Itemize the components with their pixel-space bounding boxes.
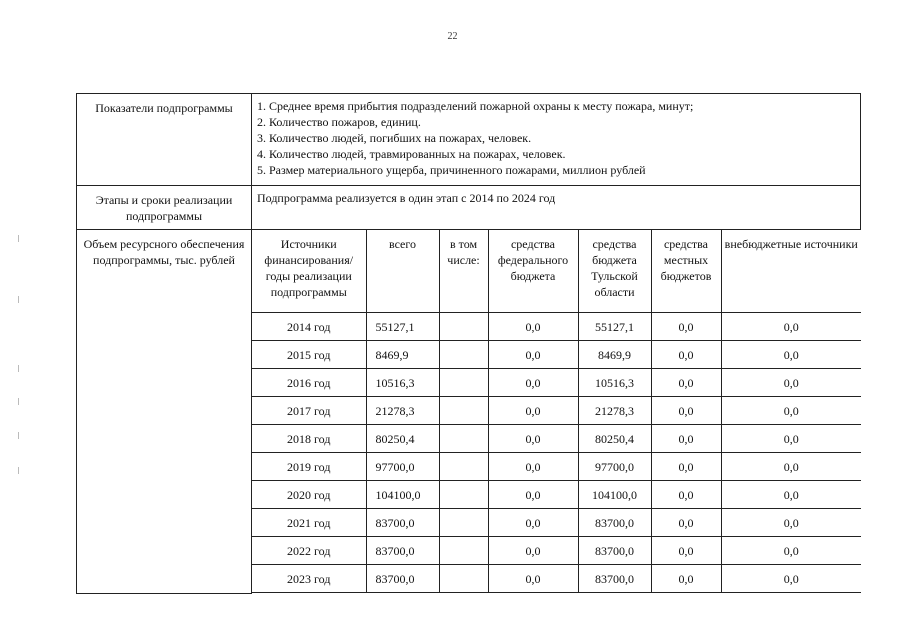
including-cell xyxy=(439,397,488,425)
federal-cell: 0,0 xyxy=(488,509,578,537)
total-cell: 10516,3 xyxy=(366,369,439,397)
total-cell: 97700,0 xyxy=(366,453,439,481)
stages-row xyxy=(77,186,861,230)
extra-cell: 0,0 xyxy=(721,313,861,341)
federal-cell: 0,0 xyxy=(488,369,578,397)
local-cell: 0,0 xyxy=(651,369,721,397)
margin-mark xyxy=(18,235,19,242)
local-cell: 0,0 xyxy=(651,425,721,453)
including-cell xyxy=(439,425,488,453)
including-cell xyxy=(439,509,488,537)
extra-cell: 0,0 xyxy=(721,425,861,453)
stages-label: Этапы и сроки реализации подпрограммы xyxy=(77,186,252,230)
header-total: всего xyxy=(366,230,439,313)
margin-mark xyxy=(18,467,19,474)
indicator-item: 5. Размер материального ущерба, причиненного пожарами, миллион рублей xyxy=(257,163,646,177)
total-cell: 104100,0 xyxy=(366,481,439,509)
year-cell: 2019 год xyxy=(252,453,366,481)
indicator-item: 1. Среднее время прибытия подразделений пожарной охраны к месту пожара, минут; xyxy=(257,99,694,113)
table-row xyxy=(252,369,861,397)
year-cell: 2015 год xyxy=(252,341,366,369)
year-cell: 2018 год xyxy=(252,425,366,453)
federal-cell: 0,0 xyxy=(488,565,578,593)
federal-cell: 0,0 xyxy=(488,313,578,341)
local-cell: 0,0 xyxy=(651,313,721,341)
federal-cell: 0,0 xyxy=(488,481,578,509)
stages-text: Подпрограмма реализуется в один этап с 2014 по 2024 год xyxy=(252,186,861,230)
extra-cell: 0,0 xyxy=(721,341,861,369)
total-cell: 83700,0 xyxy=(366,565,439,593)
year-cell: 2020 год xyxy=(252,481,366,509)
table-row xyxy=(252,537,861,565)
resources-table-cell xyxy=(252,230,861,594)
margin-mark xyxy=(18,296,19,303)
total-cell: 8469,9 xyxy=(366,341,439,369)
regional-cell: 83700,0 xyxy=(578,565,651,593)
year-cell: 2022 год xyxy=(252,537,366,565)
indicator-item: 4. Количество людей, травмированных на пожарах, человек. xyxy=(257,147,566,161)
extra-cell: 0,0 xyxy=(721,397,861,425)
local-cell: 0,0 xyxy=(651,341,721,369)
year-cell: 2014 год xyxy=(252,313,366,341)
total-cell: 55127,1 xyxy=(366,313,439,341)
indicator-item: 3. Количество людей, погибших на пожарах, человек. xyxy=(257,131,532,145)
including-cell xyxy=(439,453,488,481)
extra-cell: 0,0 xyxy=(721,369,861,397)
resources-label: Объем ресурсного обеспечения подпрограммы, тыс. рублей xyxy=(77,230,252,594)
year-cell: 2021 год xyxy=(252,509,366,537)
extra-cell: 0,0 xyxy=(721,453,861,481)
margin-mark xyxy=(18,432,19,439)
margin-mark xyxy=(18,398,19,405)
funding-table xyxy=(252,230,861,593)
federal-cell: 0,0 xyxy=(488,341,578,369)
extra-cell: 0,0 xyxy=(721,509,861,537)
header-federal: средства федерального бюджета xyxy=(488,230,578,313)
indicators-content xyxy=(252,94,861,186)
regional-cell: 83700,0 xyxy=(578,509,651,537)
including-cell xyxy=(439,369,488,397)
regional-cell: 8469,9 xyxy=(578,341,651,369)
local-cell: 0,0 xyxy=(651,565,721,593)
federal-cell: 0,0 xyxy=(488,537,578,565)
federal-cell: 0,0 xyxy=(488,397,578,425)
table-row xyxy=(252,397,861,425)
total-cell: 80250,4 xyxy=(366,425,439,453)
header-regional: средства бюджета Тульской области xyxy=(578,230,651,313)
including-cell xyxy=(439,481,488,509)
margin-mark xyxy=(18,365,19,372)
table-row xyxy=(252,425,861,453)
year-cell: 2016 год xyxy=(252,369,366,397)
including-cell xyxy=(439,537,488,565)
local-cell: 0,0 xyxy=(651,537,721,565)
including-cell xyxy=(439,313,488,341)
local-cell: 0,0 xyxy=(651,397,721,425)
year-cell: 2017 год xyxy=(252,397,366,425)
federal-cell: 0,0 xyxy=(488,453,578,481)
table-row xyxy=(252,453,861,481)
table-row xyxy=(252,565,861,593)
regional-cell: 55127,1 xyxy=(578,313,651,341)
table-row xyxy=(252,313,861,341)
extra-cell: 0,0 xyxy=(721,481,861,509)
header-extra: внебюджетные источники xyxy=(721,230,861,313)
total-cell: 83700,0 xyxy=(366,537,439,565)
indicators-row xyxy=(77,94,861,186)
extra-cell: 0,0 xyxy=(721,565,861,593)
header-including: в том числе: xyxy=(439,230,488,313)
regional-cell: 104100,0 xyxy=(578,481,651,509)
including-cell xyxy=(439,565,488,593)
regional-cell: 10516,3 xyxy=(578,369,651,397)
extra-cell: 0,0 xyxy=(721,537,861,565)
funding-header-row xyxy=(252,230,861,313)
table-row xyxy=(252,341,861,369)
header-local: средства местных бюджетов xyxy=(651,230,721,313)
passport-table xyxy=(76,93,861,594)
table-row xyxy=(252,509,861,537)
federal-cell: 0,0 xyxy=(488,425,578,453)
indicator-item: 2. Количество пожаров, единиц. xyxy=(257,115,421,129)
total-cell: 21278,3 xyxy=(366,397,439,425)
total-cell: 83700,0 xyxy=(366,509,439,537)
table-row xyxy=(252,481,861,509)
year-cell: 2023 год xyxy=(252,565,366,593)
local-cell: 0,0 xyxy=(651,481,721,509)
resources-row xyxy=(77,230,861,594)
header-source: Источники финансирования/ годы реализации подпрограммы xyxy=(264,237,354,299)
regional-cell: 83700,0 xyxy=(578,537,651,565)
page-number: 22 xyxy=(447,31,458,42)
regional-cell: 97700,0 xyxy=(578,453,651,481)
including-cell xyxy=(439,341,488,369)
regional-cell: 80250,4 xyxy=(578,425,651,453)
local-cell: 0,0 xyxy=(651,453,721,481)
regional-cell: 21278,3 xyxy=(578,397,651,425)
indicators-label: Показатели подпрограммы xyxy=(77,94,252,186)
local-cell: 0,0 xyxy=(651,509,721,537)
